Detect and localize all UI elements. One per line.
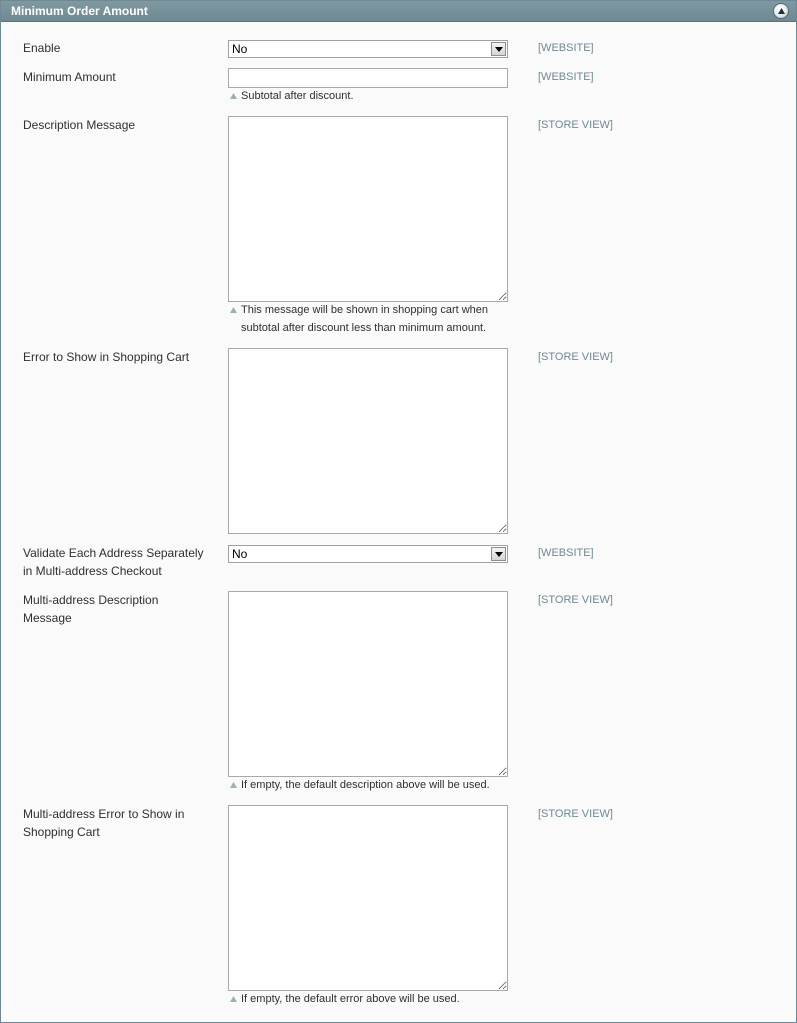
field-label: Minimum Amount: [23, 70, 116, 84]
note-triangle-icon: [230, 93, 237, 99]
dropdown-arrow-icon[interactable]: [491, 547, 506, 561]
select-value: No: [232, 547, 248, 561]
field-note: [230, 776, 520, 794]
scope-label: [STORE VIEW]: [538, 808, 613, 820]
note-text: Subtotal after discount.: [241, 90, 354, 102]
multi-address-validate-select[interactable]: [228, 545, 508, 563]
scope-label: [STORE VIEW]: [538, 119, 613, 131]
collapse-button[interactable]: [773, 3, 789, 19]
field-note: [230, 87, 520, 105]
enable-select[interactable]: [228, 40, 508, 58]
multi-address-error-textarea[interactable]: [228, 805, 508, 991]
note-text: If empty, the default description above will be used.: [241, 779, 490, 791]
field-label: Description Message: [23, 118, 136, 132]
field-label: Multi-address Error to Show in Shopping Cart: [23, 807, 185, 839]
field-note: [230, 301, 500, 337]
field-label: Enable: [23, 41, 61, 55]
scope-label: [WEBSITE]: [538, 547, 594, 559]
collapse-up-icon: [777, 7, 786, 15]
scope-label: [STORE VIEW]: [538, 594, 613, 606]
field-label: Validate Each Address Separately in Multi-address Checkout: [23, 546, 204, 578]
note-triangle-icon: [230, 782, 237, 788]
note-text: This message will be shown in shopping cart when subtotal after discount less than minimum amount.: [241, 304, 489, 334]
scope-label: [STORE VIEW]: [538, 351, 613, 363]
scope-label: [WEBSITE]: [538, 42, 594, 54]
panel-header[interactable]: [1, 1, 796, 22]
minimum-amount-input[interactable]: [228, 68, 508, 88]
panel-title: Minimum Order Amount: [11, 4, 148, 18]
note-triangle-icon: [230, 307, 237, 313]
description-message-textarea[interactable]: [228, 116, 508, 302]
note-text: If empty, the default error above will be used.: [241, 993, 460, 1005]
multi-address-description-textarea[interactable]: [228, 591, 508, 777]
select-value: No: [232, 42, 248, 56]
field-label: Error to Show in Shopping Cart: [23, 350, 190, 364]
scope-label: [WEBSITE]: [538, 71, 594, 83]
error-message-textarea[interactable]: [228, 348, 508, 534]
dropdown-arrow-icon[interactable]: [491, 42, 506, 56]
field-note: [230, 990, 520, 1008]
note-triangle-icon: [230, 996, 237, 1002]
field-label: Multi-address Description Message: [23, 593, 159, 625]
